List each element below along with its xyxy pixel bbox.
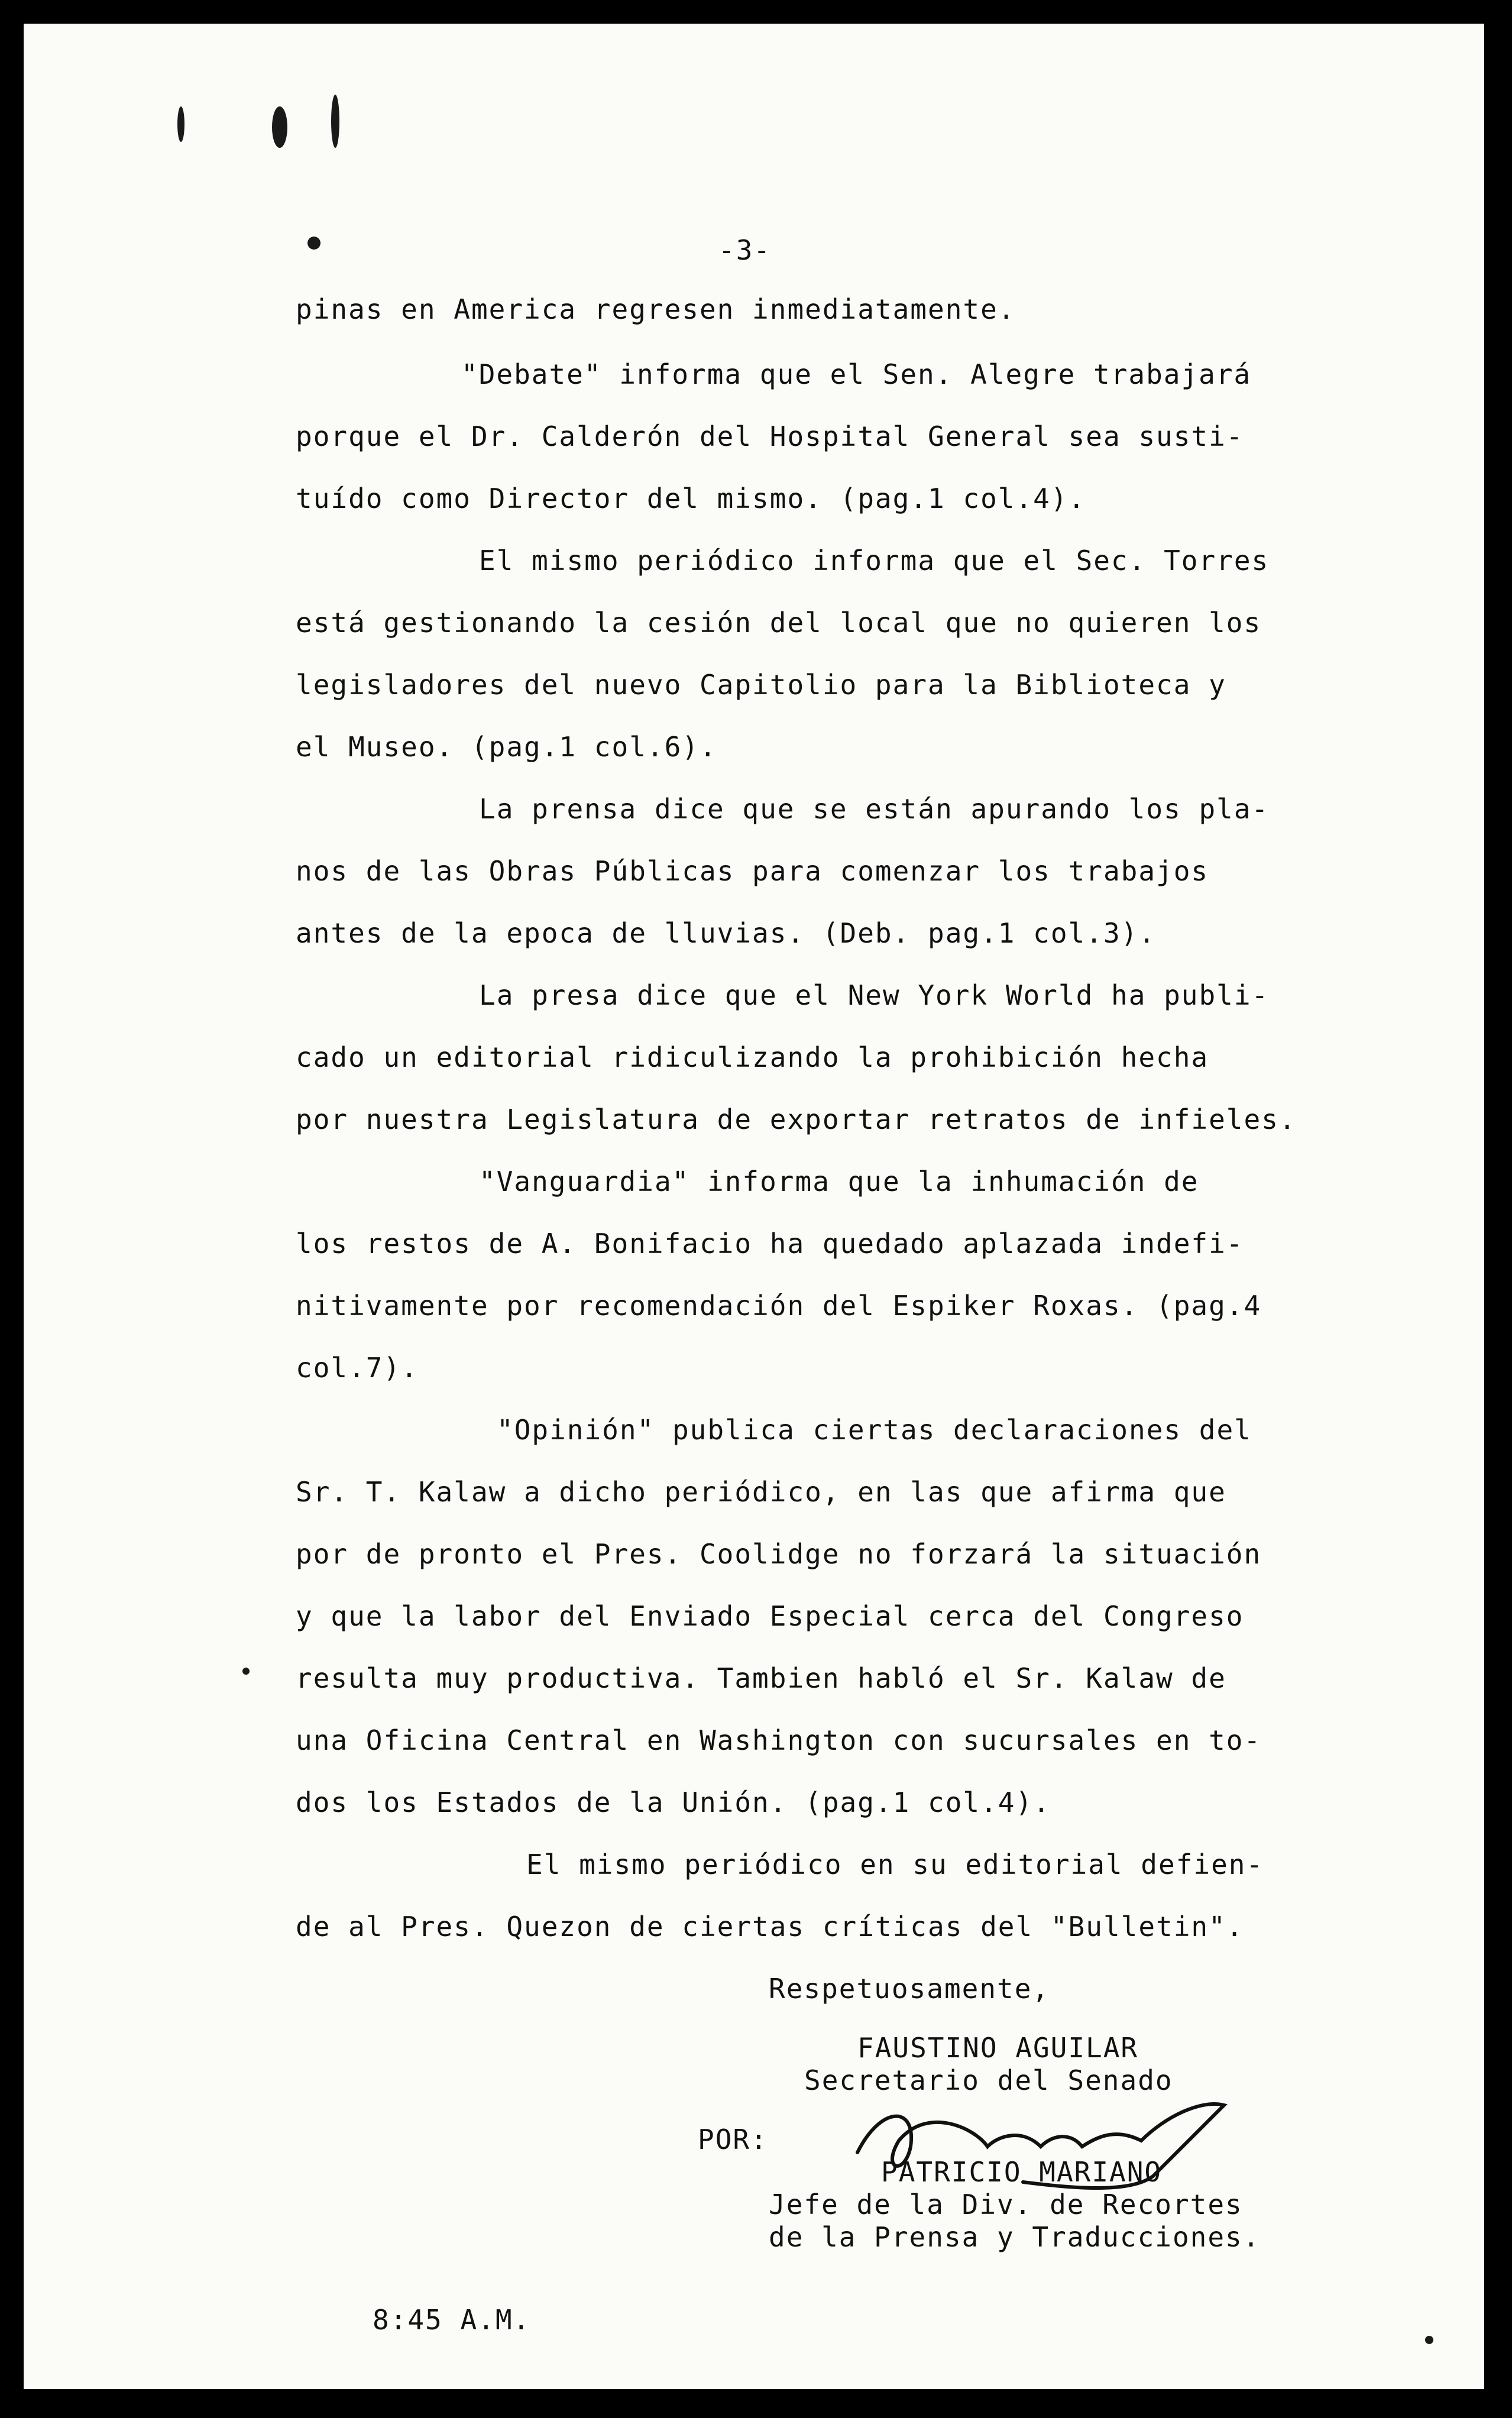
closing: Respetuosamente, [769, 1973, 1050, 2005]
page-number: -3- [718, 234, 772, 266]
text-line: está gestionando la cesión del local que no quieren los [296, 607, 1262, 639]
second-signatory-name: PATRICIO MARIANO [881, 2156, 1163, 2188]
text-line: una Oficina Central en Washington con sucursales en to- [296, 1724, 1262, 1756]
handwritten-signature [846, 2082, 1260, 2200]
text-line: antes de la epoca de lluvias. (Deb. pag.1 col.3). [296, 917, 1157, 949]
text-line: nos de las Obras Públicas para comenzar los trabajos [296, 855, 1209, 887]
ink-smudge [331, 95, 339, 148]
text-line: por nuestra Legislatura de exportar retratos de infieles. [296, 1103, 1297, 1135]
text-line: La presa dice que el New York World ha publi- [479, 979, 1270, 1011]
text-line: pinas en America regresen inmediatamente. [296, 293, 1016, 325]
por-label: POR: [698, 2124, 768, 2155]
signatory-name: FAUSTINO AGUILAR [857, 2032, 1139, 2064]
text-line: Sr. T. Kalaw a dicho periódico, en las que afirma que [296, 1476, 1226, 1508]
ink-smudge [272, 106, 287, 148]
text-line: col.7). [296, 1352, 419, 1384]
ink-smudge [177, 106, 184, 142]
text-line: de al Pres. Quezon de ciertas críticas del "Bulletin". [296, 1911, 1244, 1943]
ink-smudge [242, 1668, 250, 1675]
text-line: dos los Estados de la Unión. (pag.1 col.4). [296, 1786, 1051, 1818]
text-line: "Vanguardia" informa que la inhumación de [479, 1166, 1199, 1197]
text-line: por de pronto el Pres. Coolidge no forzará la situación [296, 1538, 1262, 1570]
text-line: nitivamente por recomendación del Espiker Roxas. (pag.4 [296, 1290, 1262, 1322]
second-signatory-title: de la Prensa y Traducciones. [769, 2221, 1261, 2253]
document-page [24, 24, 1484, 2389]
text-line: tuído como Director del mismo. (pag.1 col.4). [296, 483, 1086, 514]
second-signatory-title: Jefe de la Div. de Recortes [769, 2189, 1243, 2220]
text-line: porque el Dr. Calderón del Hospital General sea susti- [296, 420, 1244, 452]
ink-smudge [307, 237, 320, 250]
text-line: los restos de A. Bonifacio ha quedado aplazada indefi- [296, 1228, 1244, 1260]
text-line: cado un editorial ridiculizando la prohibición hecha [296, 1041, 1209, 1073]
text-line: El mismo periódico informa que el Sec. Torres [479, 545, 1270, 577]
text-line: "Opinión" publica ciertas declaraciones del [497, 1414, 1252, 1446]
text-line: La prensa dice que se están apurando los pla- [479, 793, 1270, 825]
text-line: resulta muy productiva. Tambien habló el Sr. Kalaw de [296, 1662, 1226, 1694]
signatory-title: Secretario del Senado [804, 2064, 1173, 2096]
text-line: legisladores del nuevo Capitolio para la Biblioteca y [296, 669, 1226, 701]
text-line: El mismo periódico en su editorial defien- [526, 1849, 1264, 1880]
text-line: y que la labor del Enviado Especial cerca del Congreso [296, 1600, 1244, 1632]
timestamp: 8:45 A.M. [373, 2304, 531, 2336]
ink-smudge [1425, 2336, 1433, 2344]
text-line: "Debate" informa que el Sen. Alegre trabajará [461, 358, 1252, 390]
text-line: el Museo. (pag.1 col.6). [296, 731, 717, 763]
